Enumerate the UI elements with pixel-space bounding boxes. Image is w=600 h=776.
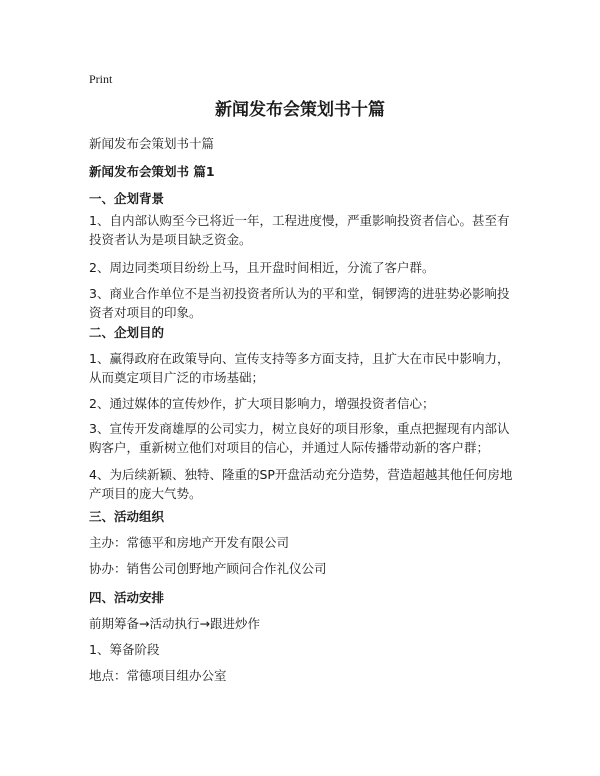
document-title: 新闻发布会策划书十篇 xyxy=(215,100,385,120)
paragraph: 1、赢得政府在政策导向、宣传支持等多方面支持，且扩大在市民中影响力，从而奠定项目广泛的市场基础； xyxy=(89,351,510,385)
heading-organization: 三、活动组织 xyxy=(89,509,165,524)
heading-purpose: 二、企划目的 xyxy=(89,325,165,340)
document-subtitle: 新闻发布会策划书十篇 xyxy=(89,136,215,151)
paragraph: 1、自内部认购至今已将近一年，工程进度慢，严重影响投资者信心。甚至有投资者认为是项目缺乏资金。 xyxy=(89,213,510,247)
paragraph: 3、商业合作单位不是当初投资者所认为的平和堂，铜锣湾的进驻势必影响投资者对项目的印象。 xyxy=(89,286,510,320)
paragraph: 2、周边同类项目纷纷上马，且开盘时间相近，分流了客户群。 xyxy=(89,260,435,275)
section-heading: 新闻发布会策划书 篇1 xyxy=(89,164,215,179)
heading-arrangement: 四、活动安排 xyxy=(89,590,165,605)
flow-line: 前期筹备→活动执行→跟进炒作 xyxy=(89,616,260,631)
print-label: Print xyxy=(89,72,113,86)
co-host-line: 协办：销售公司创野地产顾问合作礼仪公司 xyxy=(89,561,327,576)
paragraph: 2、通过媒体的宣传炒作，扩大项目影响力，增强投资者信心； xyxy=(89,396,435,411)
host-line: 主办：常德平和房地产开发有限公司 xyxy=(89,535,290,550)
paragraph: 3、宣传开发商雄厚的公司实力，树立良好的项目形象，重点把握现有内部认购客户，重新树立他们对项目的信心，并通过人际传播带动新的客户群； xyxy=(89,421,510,455)
stage-line: 1、筹备阶段 xyxy=(89,642,160,657)
paragraph: 4、为后续新颖、独特、隆重的SP开盘活动充分造势，营造超越其他任何房地产项目的庞大气势。 xyxy=(89,467,513,501)
location-line: 地点：常德项目组办公室 xyxy=(89,668,227,683)
heading-background: 一、企划背景 xyxy=(89,191,165,206)
